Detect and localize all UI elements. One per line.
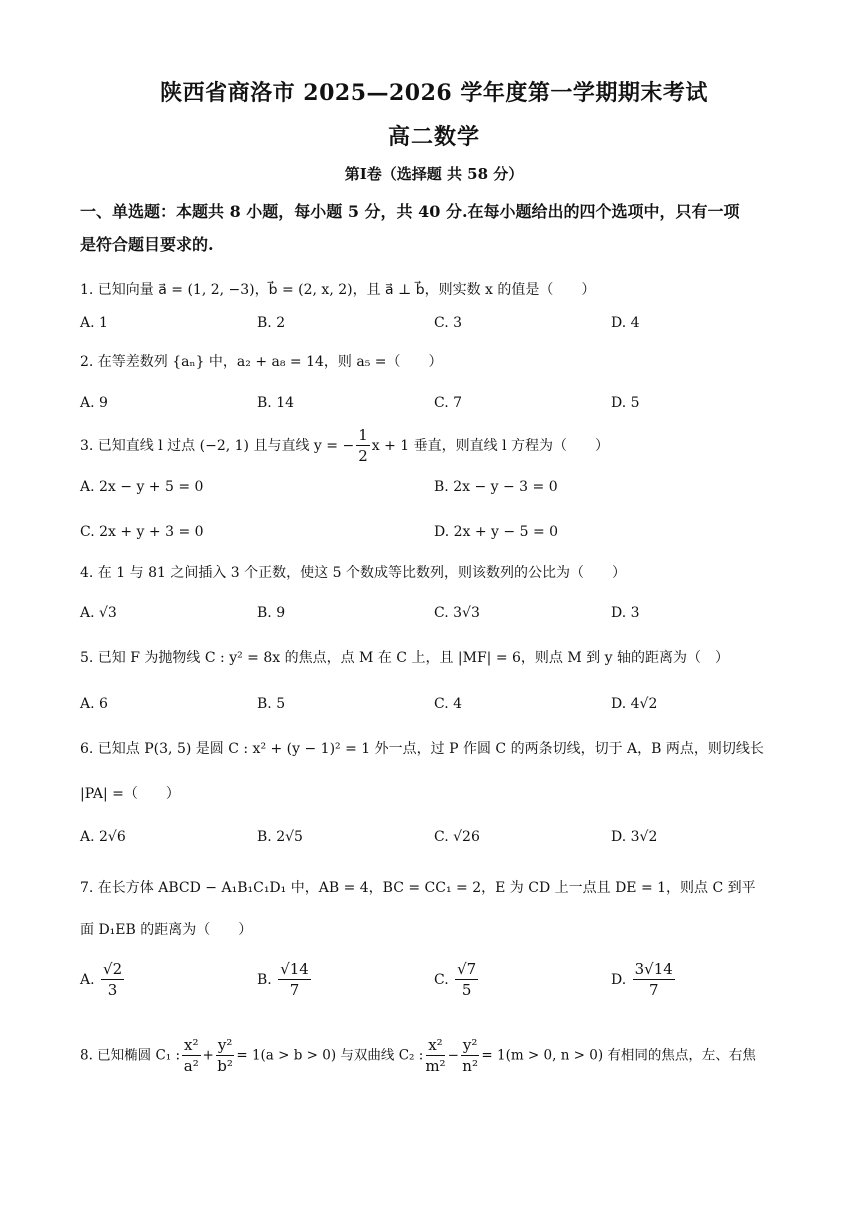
question-2-stem: 2. 在等差数列 {aₙ} 中，a₂ + a₈ = 14，则 a₅ =（ ）	[80, 354, 443, 370]
fraction-numerator: 3√14	[634, 960, 673, 978]
question-8-stem	[80, 1038, 800, 1074]
question-8-stem-part-a: 8. 已知椭圆 C₁ :	[80, 1047, 181, 1064]
question-3-stem-part-b: x + 1 垂直，则直线 l 方程为（ ）	[371, 438, 609, 454]
question-7-stem-line1: 7. 在长方体 ABCD − A₁B₁C₁D₁ 中，AB = 4，BC = CC₁ = 2，E 为 CD 上一点且 DE = 1，则点 C 到平	[80, 880, 756, 896]
question-3-option-b: B. 2x − y − 3 = 0	[434, 479, 558, 495]
fraction	[182, 1038, 200, 1074]
question-5-stem: 5. 已知 F 为抛物线 C : y² = 8x 的焦点，点 M 在 C 上，且 |MF| = 6，则点 M 到 y 轴的距离为（ ）	[80, 650, 729, 666]
fraction-numerator: x²	[428, 1036, 443, 1054]
fraction	[101, 962, 124, 998]
question-2-option-b: B. 14	[257, 395, 295, 411]
fraction	[455, 962, 478, 998]
question-7-stem-line2: 面 D₁EB 的距离为（ ）	[80, 922, 253, 938]
question-4-stem: 4. 在 1 与 81 之间插入 3 个正数，使这 5 个数成等比数列，则该数列的公比为（ ）	[80, 565, 626, 581]
question-6-option-c: C. √26	[434, 829, 480, 845]
option-label: C.	[434, 972, 449, 988]
fraction-denominator: 7	[289, 981, 300, 999]
question-5-option-c: C. 4	[434, 696, 463, 712]
question-7-option-a	[80, 962, 126, 998]
fraction-denominator: 7	[648, 981, 659, 999]
fraction-numerator: √2	[103, 960, 123, 978]
question-1-option-b: B. 2	[257, 315, 286, 331]
exam-subject: 高二数学	[387, 124, 480, 150]
question-7-option-b	[257, 962, 313, 998]
fraction-numerator: y²	[217, 1036, 233, 1054]
volume-heading: 第Ⅰ卷（选择题 共 58 分）	[344, 165, 524, 183]
section-heading-line2: 是符合题目要求的.	[80, 235, 214, 254]
question-2-option-d: D. 5	[611, 395, 640, 411]
question-6-option-d: D. 3√2	[611, 829, 658, 845]
fraction-numerator: x²	[184, 1036, 199, 1054]
question-5-option-b: B. 5	[257, 696, 286, 712]
question-3-option-c: C. 2x + y + 3 = 0	[80, 524, 204, 540]
fraction-denominator: b²	[217, 1057, 233, 1075]
minus-sign: −	[447, 1047, 459, 1064]
fraction-denominator: 5	[461, 981, 472, 999]
question-5-option-d: D. 4√2	[611, 696, 658, 712]
fraction	[216, 1038, 235, 1074]
question-4-option-b: B. 9	[257, 605, 286, 621]
plus-sign: +	[202, 1047, 214, 1064]
fraction-denominator: 3	[107, 981, 118, 999]
question-3-option-d: D. 2x + y − 5 = 0	[434, 524, 559, 540]
option-label: A.	[80, 972, 95, 988]
question-7-option-d	[611, 962, 677, 998]
question-3-stem-part-a: 3. 已知直线 l 过点 (−2, 1) 且与直线 y = −	[80, 438, 355, 454]
fraction-numerator: y²	[462, 1036, 478, 1054]
question-1-option-a: A. 1	[80, 315, 108, 331]
fraction-denominator: a²	[183, 1057, 199, 1075]
question-3-stem	[80, 428, 800, 464]
fraction-numerator: √14	[280, 960, 309, 978]
section-heading-line1: 一、单选题：本题共 8 小题，每小题 5 分，共 40 分.在每小题给出的四个选项中，只有一项	[80, 202, 740, 221]
option-label: B.	[257, 972, 272, 988]
question-1-option-c: C. 3	[434, 315, 463, 331]
fraction	[356, 428, 370, 464]
question-6-stem-line2: |PA| =（ ）	[80, 786, 180, 802]
fraction-denominator: n²	[462, 1057, 478, 1075]
question-2-option-a: A. 9	[80, 395, 108, 411]
question-2-option-c: C. 7	[434, 395, 463, 411]
fraction-denominator: 2	[358, 447, 368, 465]
question-5-option-a: A. 6	[80, 696, 108, 712]
question-6-option-a: A. 2√6	[80, 829, 126, 845]
question-4-option-c: C. 3√3	[434, 605, 480, 621]
question-1-option-d: D. 4	[611, 315, 640, 331]
option-label: D.	[611, 972, 627, 988]
question-3-option-a: A. 2x − y + 5 = 0	[80, 479, 204, 495]
fraction-numerator: 1	[358, 426, 368, 444]
question-7-option-c	[434, 962, 480, 998]
fraction	[278, 962, 311, 998]
question-6-option-b: B. 2√5	[257, 829, 303, 845]
fraction-numerator: √7	[457, 960, 477, 978]
exam-title: 陕西省商洛市 2025—2026 学年度第一学期期末考试	[160, 80, 708, 106]
question-6-stem-line1: 6. 已知点 P(3, 5) 是圆 C : x² + (y − 1)² = 1 外一点，过 P 作圆 C 的两条切线，切于 A，B 两点，则切线长	[80, 741, 764, 757]
question-4-option-a: A. √3	[80, 605, 117, 621]
question-8-stem-part-c: = 1(m > 0, n > 0) 有相同的焦点，左、右焦	[481, 1047, 756, 1064]
fraction	[461, 1038, 480, 1074]
question-1-stem: 1. 已知向量 a⃗ = (1, 2, −3)，b⃗ = (2, x, 2)，且 a⃗ ⊥ b⃗，则实数 x 的值是（ ）	[80, 282, 596, 298]
fraction-denominator: m²	[425, 1057, 446, 1075]
question-8-stem-part-b: = 1(a > b > 0) 与双曲线 C₂ :	[236, 1047, 424, 1064]
question-4-option-d: D. 3	[611, 605, 640, 621]
fraction	[633, 962, 675, 998]
fraction	[425, 1038, 445, 1074]
